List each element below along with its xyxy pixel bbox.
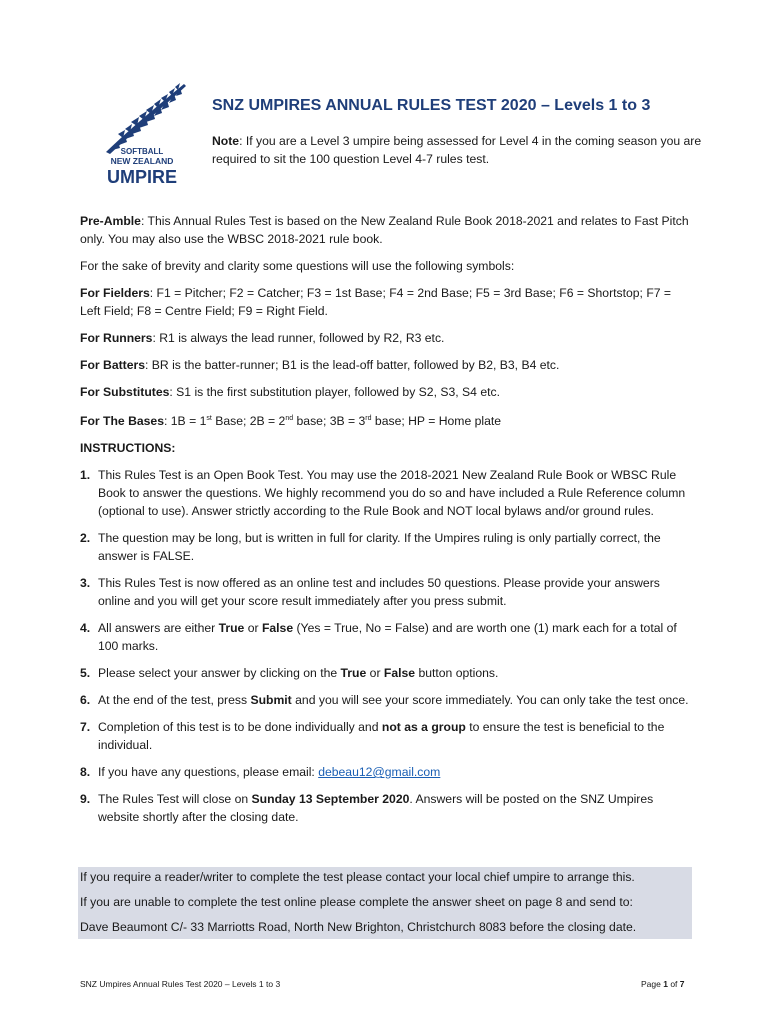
fielders-text: : F1 = Pitcher; F2 = Catcher; F3 = 1st Base; F4 = 2nd Base; F5 = 3rd Base; F6 = Shortstop; F7 = Left Field; F8 = Centre Field; F9 = Right Field. bbox=[80, 286, 672, 318]
instruction-item-4 bbox=[80, 619, 692, 655]
preamble-text: : This Annual Rules Test is based on the New Zealand Rule Book 2018-2021 and relates to Fast Pitch only. You may also use the WBSC 2018-2021 rule book. bbox=[80, 214, 689, 246]
total-pages: 7 bbox=[679, 979, 685, 989]
email-link[interactable]: debeau12@gmail.com bbox=[318, 765, 441, 780]
bases-text-3: base; 3B = 3 bbox=[293, 414, 366, 429]
closing-date-emphasis: Sunday 13 September 2020 bbox=[251, 792, 410, 807]
batters-label: For Batters bbox=[80, 358, 146, 372]
true-emphasis: True bbox=[340, 666, 367, 681]
page-number bbox=[641, 979, 685, 989]
false-emphasis: False bbox=[261, 621, 294, 636]
instruction-number: 2. bbox=[80, 531, 91, 546]
instruction-text: At the end of the test, press bbox=[98, 693, 251, 708]
instruction-number: 1. bbox=[80, 468, 91, 483]
preamble-paragraph bbox=[80, 212, 692, 248]
preamble-label: Pre-Amble bbox=[80, 214, 141, 228]
instruction-item-5 bbox=[80, 664, 692, 682]
instruction-text: . Answers will be posted on the SNZ Umpires website shortly after the closing date. bbox=[98, 792, 654, 825]
postal-address: Dave Beaumont C/- 33 Marriotts Road, North New Brighton, Christchurch 8083 before the closing date. bbox=[80, 920, 637, 934]
of-word: of bbox=[667, 979, 680, 989]
runners-label: For Runners bbox=[80, 331, 153, 345]
instruction-number: 8. bbox=[80, 765, 91, 780]
instruction-text: This Rules Test is now offered as an online test and includes 50 questions. Please provide your answers online and you will get your score result immediately after you press submit. bbox=[98, 576, 660, 609]
instruction-item-9 bbox=[80, 790, 692, 826]
bases-sup-2: nd bbox=[285, 415, 294, 422]
true-emphasis: True bbox=[218, 621, 245, 636]
instruction-number: 9. bbox=[80, 792, 91, 807]
bases-text-2: Base; 2B = 2 bbox=[211, 414, 286, 429]
instruction-item-3 bbox=[80, 574, 692, 610]
bases-text-4: base; HP = Home plate bbox=[371, 414, 502, 429]
logo-new-zealand-text: NEW ZEALAND bbox=[110, 156, 174, 166]
bases-text-1: : 1B = 1 bbox=[164, 414, 207, 429]
batters-symbols bbox=[80, 356, 692, 374]
runners-symbols bbox=[80, 329, 692, 347]
instruction-number: 7. bbox=[80, 720, 91, 735]
bases-symbols bbox=[80, 410, 692, 430]
offline-notice: If you are unable to complete the test online please complete the answer sheet on page 8 and send to: bbox=[80, 895, 633, 909]
bases-sup-3: rd bbox=[365, 415, 372, 422]
substitutes-text: : S1 is the first substitution player, followed by S2, S3, S4 etc. bbox=[169, 385, 500, 399]
fielders-symbols bbox=[80, 284, 692, 320]
current-page: 1 bbox=[663, 979, 668, 989]
instructions-heading: INSTRUCTIONS: bbox=[80, 441, 176, 456]
instruction-text: The question may be long, but is written in full for clarity. If the Umpires ruling is only partially correct, the answer is FALSE. bbox=[98, 531, 661, 564]
instruction-text: or bbox=[244, 621, 262, 636]
not-group-emphasis: not as a group bbox=[381, 720, 466, 735]
instruction-text: This Rules Test is an Open Book Test. You may use the 2018-2021 New Zealand Rule Book or WBSC Rule Book to answer the questions. We highly recommend you do so and have included a Rule Reference column (optional to use). Answer strictly according to the Rule Book and NOT local bylaws and/or ground rules. bbox=[98, 468, 686, 519]
instruction-number: 6. bbox=[80, 693, 91, 708]
instruction-text: All answers are either bbox=[98, 621, 219, 636]
instruction-text: The Rules Test will close on bbox=[98, 792, 252, 807]
note-paragraph bbox=[212, 132, 712, 168]
instruction-item-7 bbox=[80, 718, 692, 754]
instructions-list bbox=[80, 466, 692, 826]
instruction-text: and you will see your score immediately. You can only take the test once. bbox=[291, 693, 689, 708]
note-label: Note bbox=[212, 134, 240, 148]
instruction-text: or bbox=[366, 666, 384, 681]
substitutes-label: For Substitutes bbox=[80, 385, 170, 399]
note-text: : If you are a Level 3 umpire being assessed for Level 4 in the coming season you are required to sit the 100 question Level 4-7 rules test. bbox=[212, 134, 702, 166]
instruction-text: button options. bbox=[415, 666, 499, 681]
submit-emphasis: Submit bbox=[250, 693, 292, 708]
page-title: SNZ UMPIRES ANNUAL RULES TEST 2020 – Levels 1 to 3 bbox=[212, 97, 651, 114]
fielders-label: For Fielders bbox=[80, 286, 150, 300]
instruction-number: 5. bbox=[80, 666, 91, 681]
main-content bbox=[80, 212, 692, 835]
footer-title: SNZ Umpires Annual Rules Test 2020 – Levels 1 to 3 bbox=[80, 979, 281, 989]
instruction-text: Completion of this test is to be done individually and bbox=[98, 720, 382, 735]
instruction-text: to ensure the test is beneficial to the individual. bbox=[98, 720, 665, 753]
logo-umpire-text: UMPIRE bbox=[106, 167, 178, 187]
bases-label: For The Bases bbox=[80, 414, 164, 429]
softball-nz-umpire-logo bbox=[92, 82, 192, 192]
instruction-item-2 bbox=[80, 529, 692, 565]
instruction-number: 3. bbox=[80, 576, 91, 591]
substitutes-symbols bbox=[80, 383, 692, 401]
runners-text: : R1 is always the lead runner, followed by R2, R3 etc. bbox=[152, 331, 445, 345]
instruction-item-6 bbox=[80, 691, 692, 709]
instruction-item-1 bbox=[80, 466, 692, 520]
instruction-text: (Yes = True, No = False) and are worth one (1) mark each for a total of 100 marks. bbox=[98, 621, 677, 654]
reader-writer-notice: If you require a reader/writer to complete the test please contact your local chief umpire to arrange this. bbox=[80, 870, 635, 884]
logo-softball-text: SOFTBALL bbox=[120, 147, 164, 156]
instruction-item-8 bbox=[80, 763, 692, 781]
instruction-text: If you have any questions, please email: bbox=[98, 765, 319, 780]
instruction-text: Please select your answer by clicking on the bbox=[98, 666, 341, 681]
symbols-intro: For the sake of brevity and clarity some questions will use the following symbols: bbox=[80, 259, 515, 273]
batters-text: : BR is the batter-runner; B1 is the lead-off batter, followed by B2, B3, B4 etc. bbox=[145, 358, 560, 372]
instruction-number: 4. bbox=[80, 621, 91, 636]
bases-sup-1: st bbox=[206, 415, 212, 422]
page-word: Page bbox=[641, 979, 664, 989]
false-emphasis: False bbox=[383, 666, 416, 681]
